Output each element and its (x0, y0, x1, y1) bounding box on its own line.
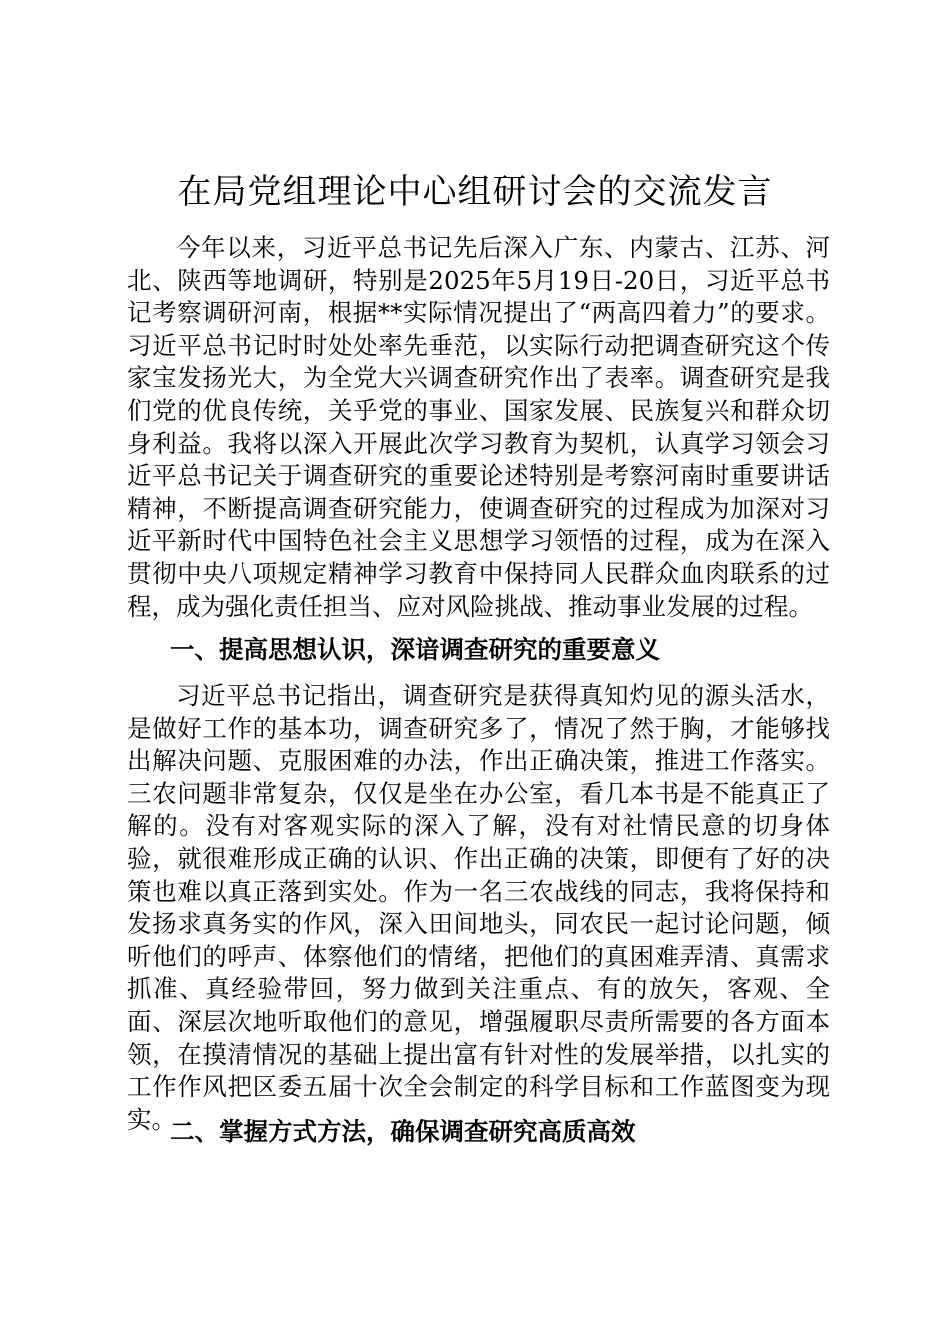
section-1-heading: 一、提高思想认识，深谙调查研究的重要意义 (170, 635, 660, 664)
section-1-paragraph: 习近平总书记指出，调查研究是获得真知灼见的源头活水，是做好工作的基本功，调查研究多了，情况了然于胸，才能够找出解决问题、克服困难的办法，作出正确决策，推进工作落实。三农问题非常复杂，仅仅是坐在办公室，看几本书是不能真正了解的。没有对客观实际的深入了解，没有对社情民意的切身体验，就很难形成正确的认识、作出正确的决策，即便有了好的决策也难以真正落到实处。作为一名三农战线的同志，我将保持和发扬求真务实的作风，深入田间地头，同农民一起讨论问题，倾听他们的呼声、体察他们的情绪，把他们的真困难弄清、真需求抓准、真经验带回，努力做到关注重点、有的放矢，客观、全面、深层次地听取他们的意见，增强履职尽责所需要的各方面本领，在摸清情况的基础上提出富有针对性的发展举措，以扎实的工作作风把区委五届十次全会制定的科学目标和工作蓝图变为现实。 (127, 681, 830, 1134)
section-2-heading: 二、掌握方式方法，确保调查研究高质高效 (170, 1117, 636, 1146)
intro-paragraph: 今年以来，习近平总书记先后深入广东、内蒙古、江苏、河北、陕西等地调研，特别是2025年5月19日-20日，习近平总书记考察调研河南，根据**实际情况提出了“两高四着力”的要求。习近平总书记时时处处率先垂范，以实际行动把调查研究这个传家宝发扬光大，为全党大兴调查研究作出了表率。调查研究是我们党的优良传统，关乎党的事业、国家发展、民族复兴和群众切身利益。我将以深入开展此次学习教育为契机，认真学习领会习近平总书记关于调查研究的重要论述特别是考察河南时重要讲话精神，不断提高调查研究能力，使调查研究的过程成为加深对习近平新时代中国特色社会主义思想学习领悟的过程，成为在深入贯彻中央八项规定精神学习教育中保持同人民群众血肉联系的过程，成为强化责任担当、应对风险挑战、推动事业发展的过程。 (127, 233, 830, 621)
document-title: 在局党组理论中心组研讨会的交流发言 (177, 172, 773, 212)
